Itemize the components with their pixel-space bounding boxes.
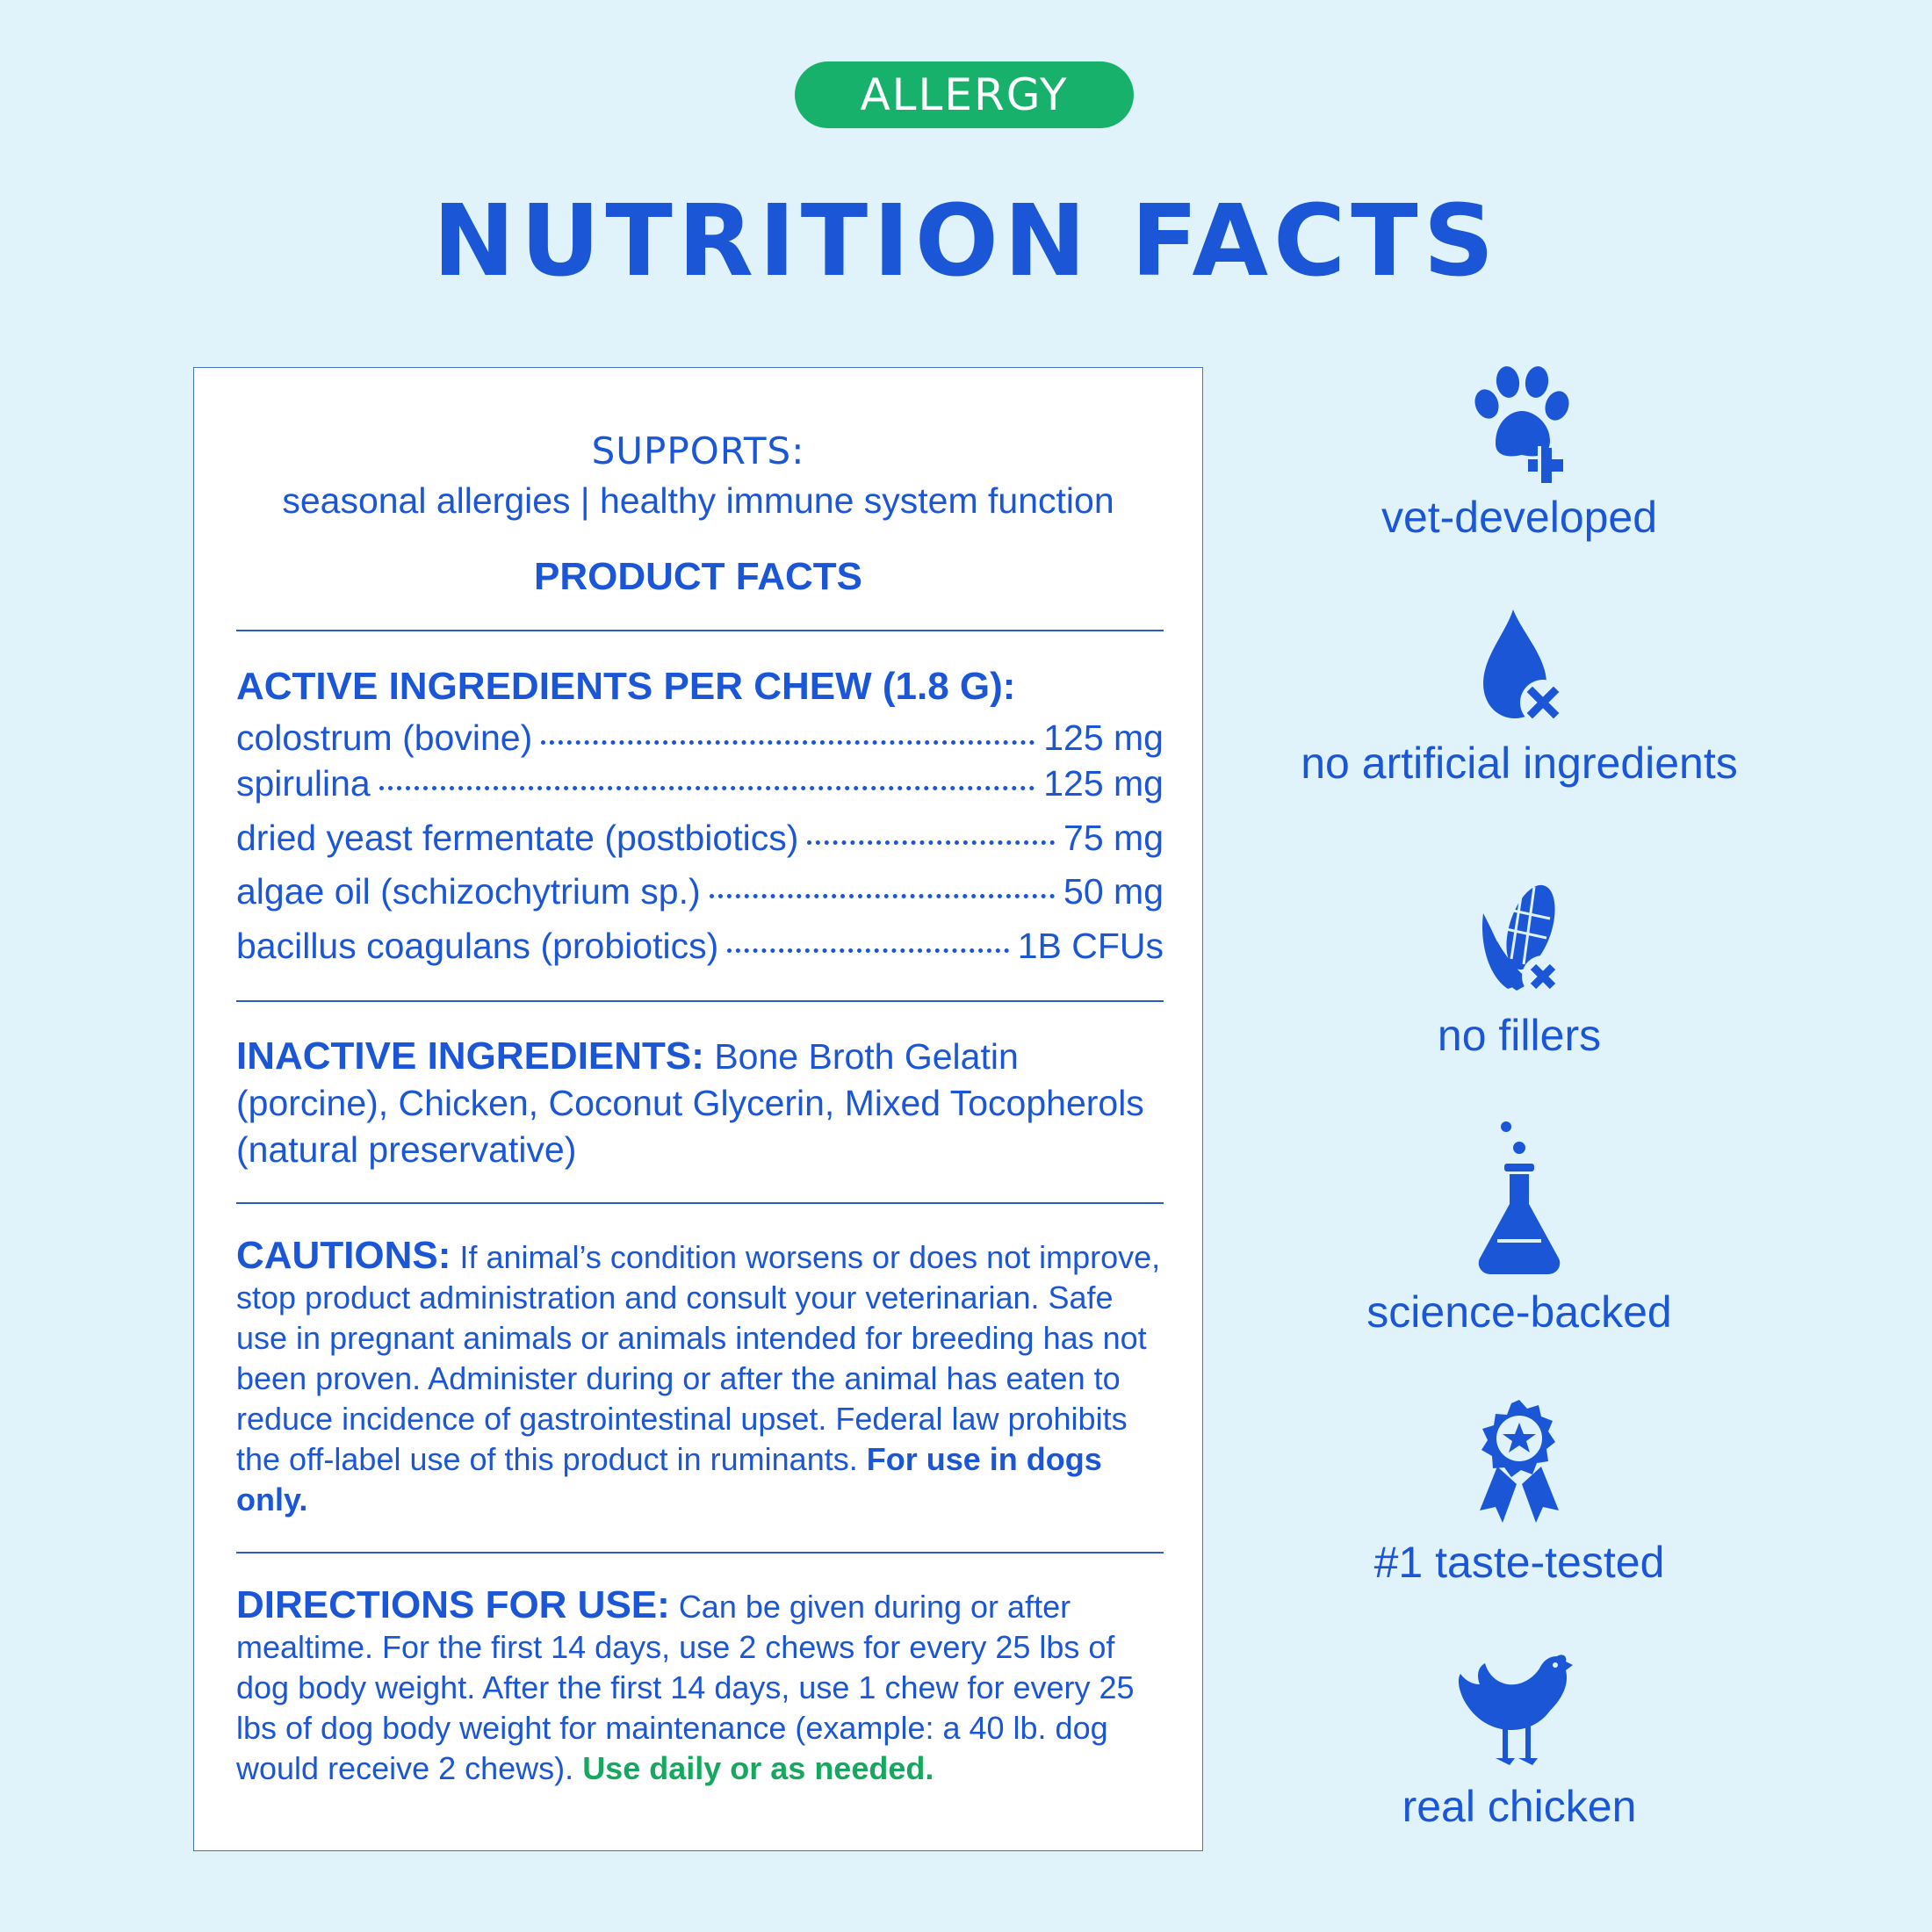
cautions-heading: CAUTIONS: xyxy=(236,1234,451,1277)
ingredient-row xyxy=(236,717,1164,765)
inactive-ingredients-heading: INACTIVE INGREDIENTS: xyxy=(236,1034,704,1078)
divider xyxy=(236,1202,1164,1204)
ingredient-amount: 1B CFUs xyxy=(1017,926,1164,966)
supports-heading: SUPPORTS: xyxy=(591,429,805,472)
feature-label: science-backed xyxy=(1366,1287,1672,1337)
ingredient-amount: 125 mg xyxy=(1043,763,1164,804)
ingredient-name: dried yeast fermentate (postbiotics) xyxy=(236,818,799,858)
dot-leader xyxy=(379,786,1035,790)
inactive-ingredients-text: Bone Broth Gelatin (porcine), Chicken, Coconut Glycerin, Mixed Tocopherols (natural preservative) xyxy=(236,1036,1144,1170)
ingredient-row xyxy=(236,818,1164,865)
divider xyxy=(236,1552,1164,1554)
nutrition-panel xyxy=(193,367,1203,1851)
award-ribbon-icon xyxy=(1471,1396,1568,1528)
drop-x-icon xyxy=(1471,606,1568,729)
paw-plus-icon xyxy=(1462,360,1576,483)
inactive-ingredients-section xyxy=(236,1033,1167,1173)
flask-icon xyxy=(1471,1120,1568,1278)
ingredient-row xyxy=(236,926,1164,973)
dot-leader xyxy=(807,840,1055,845)
feature-science-backed xyxy=(1229,1120,1809,1337)
ingredient-name: bacillus coagulans (probiotics) xyxy=(236,926,719,966)
ingredient-row xyxy=(236,871,1164,919)
ingredient-name: algae oil (schizochytrium sp.) xyxy=(236,871,701,912)
divider xyxy=(236,1000,1164,1002)
feature-taste-tested xyxy=(1229,1396,1809,1588)
supports-text: seasonal allergies | healthy immune system function xyxy=(282,480,1114,521)
ingredient-amount: 75 mg xyxy=(1063,818,1164,858)
dot-leader xyxy=(727,948,1008,953)
ingredient-row xyxy=(236,763,1164,811)
feature-no-artificial xyxy=(1229,606,1809,789)
dot-leader xyxy=(541,740,1034,745)
directions-emphasis: Use daily or as needed. xyxy=(582,1750,934,1786)
directions-heading: DIRECTIONS FOR USE: xyxy=(236,1583,670,1626)
feature-label: #1 taste-tested xyxy=(1373,1538,1665,1587)
divider xyxy=(236,630,1164,631)
directions-section xyxy=(236,1585,1167,1789)
feature-no-fillers xyxy=(1229,878,1809,1061)
feature-vet-developed xyxy=(1229,360,1809,543)
cautions-emphasis: For use in dogs only. xyxy=(236,1441,1102,1517)
product-facts-heading: PRODUCT FACTS xyxy=(534,555,862,598)
category-badge: ALLERGY xyxy=(795,61,1134,128)
ingredient-name: colostrum (bovine) xyxy=(236,717,533,758)
feature-label: vet-developed xyxy=(1381,493,1658,542)
feature-label: no fillers xyxy=(1437,1011,1602,1060)
cautions-text: If animal’s condition worsens or does not improve, stop product administration and consult your veterinarian. Safe use in pregnant animals or animals intended for breeding has not been proven. Administer during or after the animal has eaten to reduce incidence of gastrointestinal upset. Federal law prohibits the off-label use of this product in ruminants. xyxy=(236,1239,1161,1477)
chicken-icon xyxy=(1453,1649,1585,1772)
dot-leader xyxy=(710,894,1055,898)
feature-real-chicken xyxy=(1229,1649,1809,1832)
ingredient-amount: 50 mg xyxy=(1063,871,1164,912)
ingredient-name: spirulina xyxy=(236,763,371,804)
feature-label: real chicken xyxy=(1402,1782,1637,1831)
ingredient-amount: 125 mg xyxy=(1043,717,1164,758)
active-ingredients-heading: ACTIVE INGREDIENTS PER CHEW (1.8 G): xyxy=(236,665,1016,708)
directions-text: Can be given during or after mealtime. For the first 14 days, use 2 chews for every 25 lbs of dog body weight. After the first 14 days, use 1 chew for every 25 lbs of dog body weight for maintenance (example: a 40 lb. dog would receive 2 chews). xyxy=(236,1589,1135,1786)
feature-label: no artificial ingredients xyxy=(1301,739,1738,788)
cautions-section xyxy=(236,1236,1167,1520)
page-title: NUTRITION FACTS xyxy=(432,184,1500,299)
corn-x-icon xyxy=(1471,878,1568,1001)
